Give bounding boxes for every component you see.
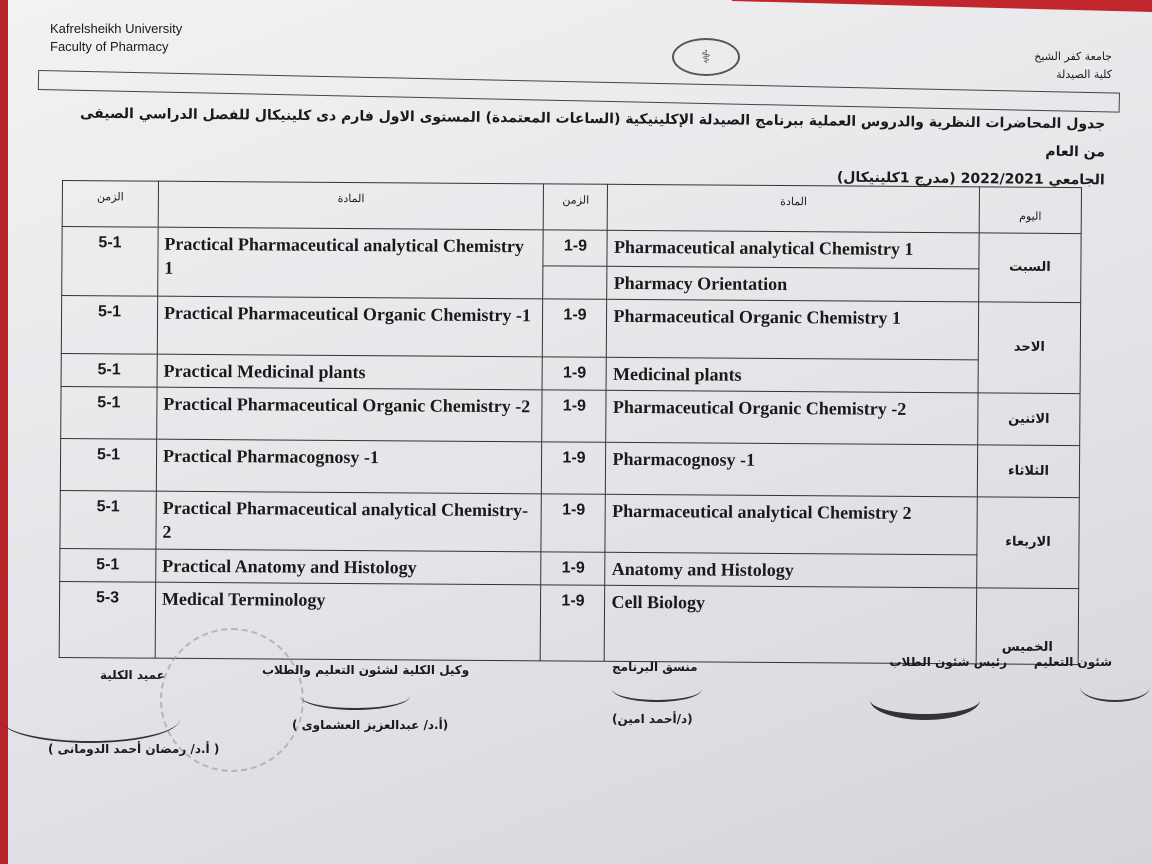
signature-vice-dean-title: وكيل الكلية لشئون التعليم والطلاب [262,663,470,677]
day-monday: الاثنين [978,393,1080,446]
lab-subject: Practical Pharmaceutical analytical Chemistry 1 [158,227,544,299]
lab-subject: Practical Pharmacognosy -1 [156,439,542,494]
lecture-time: 1-9 [543,357,607,390]
header-english [50,20,182,56]
header-lab-subject: المادة [158,181,544,230]
university-name: Kafrelsheikh University [50,21,183,36]
lecture-time: 1-9 [541,585,605,661]
header-lab-time: الزمن [62,181,158,228]
lab-subject: Practical Pharmaceutical Organic Chemistry -2 [157,387,543,442]
signature-dean-name: ( أ.د/ رمضان أحمد الدومانى ) [48,742,220,756]
faculty-name-ar: كلية الصيدلة [1056,68,1112,81]
lab-time: 5-1 [60,548,156,582]
table-row [60,438,1079,497]
signature-scrawl [612,676,702,702]
header-lec-time: الزمن [544,184,608,230]
lab-time: 5-1 [60,490,156,549]
lecture-subject: Pharmaceutical analytical Chemistry 1 [607,230,979,269]
lab-subject: Practical Anatomy and Histology [156,549,542,585]
table-header-row [62,181,1081,234]
background-red-edge-left [0,0,8,864]
day-saturday: السبت [979,233,1081,303]
signature-coordinator-title: منسق البرنامج [612,660,698,674]
lab-time: 5-1 [61,296,157,355]
signature-student-affairs: رئيس شئون الطلاب [889,655,1007,669]
university-name-ar: جامعة كفر الشيخ [1034,50,1112,63]
lab-time: 5-3 [59,581,155,658]
table-row [61,386,1080,445]
lecture-time: 1-9 [543,299,607,357]
lecture-subject: Cell Biology [605,585,977,664]
signature-dean-title: عميد الكلية [100,668,165,682]
table-row [62,227,1081,270]
lecture-subject: Pharmaceutical Organic Chemistry -2 [606,390,978,445]
title-line-2: الجامعي 2022/2021 (مدرج 1كلينيكال) [836,169,1105,189]
background-red-edge [732,0,1152,12]
title-line-1: جدول المحاضرات النظرية والدروس العملية ببرنامج الصيدلة الإكلينيكية (الساعات المعتمدة) المستوى الاول فارم دى كلينيكال للفصل الدراسي الصيفى من العام [79,105,1106,161]
lab-time: 5-1 [61,386,157,439]
lab-subject: Practical Pharmaceutical analytical Chemistry- 2 [156,491,542,552]
lecture-subject: Pharmacy Orientation [607,266,979,302]
lecture-time [543,266,607,299]
lecture-time: 1-9 [541,494,605,552]
lecture-time: 1-9 [542,442,606,494]
lecture-time: 1-9 [541,552,605,585]
table-row [61,296,1080,361]
day-sunday: الاحد [978,302,1081,394]
lab-subject: Practical Medicinal plants [157,354,543,390]
signature-scrawl [300,682,410,710]
signature-education-affairs: شئون التعليم [1033,655,1112,669]
lab-time: 5-1 [62,227,158,297]
lecture-subject: Pharmacognosy -1 [606,442,978,497]
lab-time: 5-1 [61,353,157,387]
signature-vice-dean-name: (أ.د/ عبدالعزيز العشماوى ) [292,718,449,732]
day-tuesday: الثلاثاء [977,445,1079,498]
lecture-time: 1-9 [543,230,607,266]
table-row [60,490,1079,555]
faculty-logo-icon: ⚕ [672,38,740,76]
lecture-subject: Pharmaceutical analytical Chemistry 2 [605,494,977,555]
lab-time: 5-1 [60,438,156,491]
lecture-time: 1-9 [542,390,606,442]
lab-subject: Medical Terminology [155,582,541,661]
lecture-subject: Pharmaceutical Organic Chemistry 1 [607,299,979,360]
lecture-subject: Medicinal plants [606,357,978,393]
header-arabic [1034,48,1112,84]
signature-scrawl [0,695,180,743]
day-thursday: الخميس [976,588,1078,665]
lecture-subject: Anatomy and Histology [605,552,977,588]
signature-scrawl [870,680,980,720]
faculty-name: Faculty of Pharmacy [50,39,169,54]
schedule-table [59,180,1082,665]
header-day: اليوم [979,187,1081,234]
lab-subject: Practical Pharmaceutical Organic Chemistry -1 [157,296,543,357]
header-lec-subject: المادة [608,184,980,233]
day-wednesday: الاربعاء [977,497,1080,589]
signature-scrawl [1080,672,1150,702]
signature-coordinator-name: (د/أحمد امين) [612,712,693,726]
